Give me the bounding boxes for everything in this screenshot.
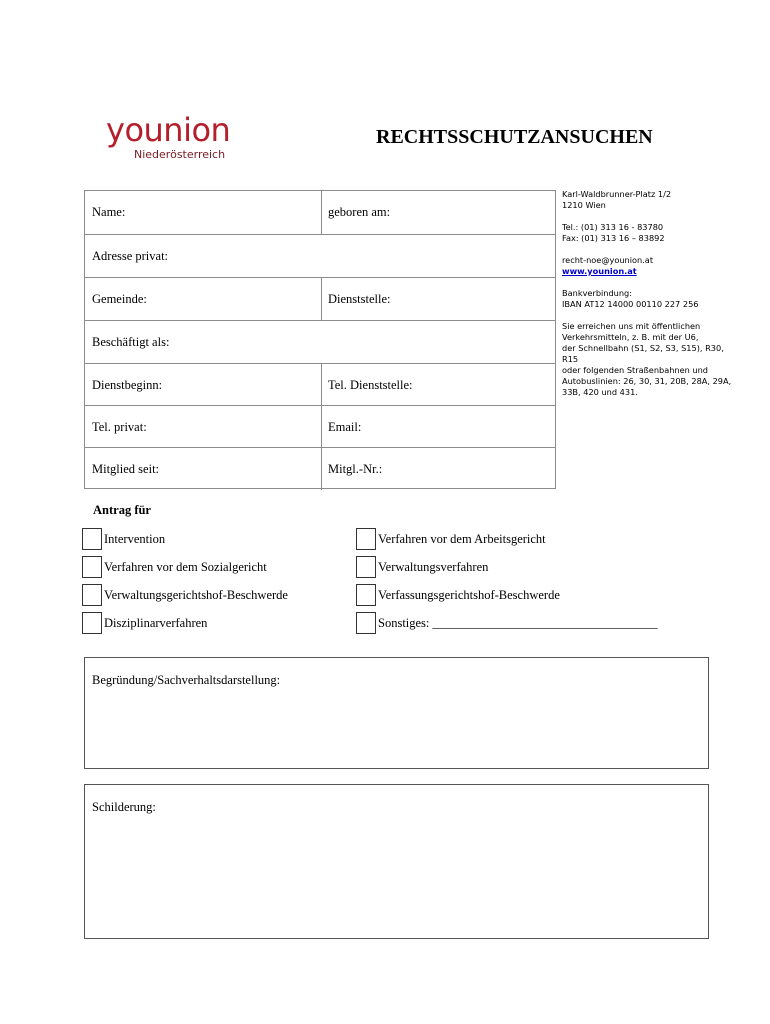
- option-disciplinary[interactable]: [82, 611, 207, 635]
- option-social-court[interactable]: [82, 555, 267, 579]
- option-labour-court[interactable]: [356, 527, 546, 551]
- option-label: Verwaltungsverfahren: [378, 559, 489, 574]
- transport-info-7: 33B, 420 und 431.: [562, 387, 638, 397]
- transport-info-1: Sie erreichen uns mit öffentlichen: [562, 321, 701, 331]
- row-address: [85, 234, 555, 277]
- row-membership: [85, 447, 555, 490]
- transport-info-5: oder folgenden Straßenbahnen und: [562, 365, 708, 375]
- row-name: [85, 191, 555, 234]
- birthdate-field[interactable]: geboren am:: [328, 205, 391, 219]
- address-line-1: Karl-Waldbrunner-Platz 1/2: [562, 189, 672, 199]
- private-phone-field[interactable]: Tel. privat:: [92, 419, 147, 434]
- transport-info-4: R15: [562, 354, 579, 364]
- checkbox[interactable]: [356, 528, 376, 550]
- contact-sidebar: [562, 189, 752, 398]
- option-constitutional-court-complaint[interactable]: [356, 583, 560, 607]
- office-field[interactable]: Dienststelle:: [328, 291, 391, 306]
- iban: IBAN AT12 14000 00110 227 256: [562, 299, 699, 309]
- address-line-2: 1210 Wien: [562, 200, 606, 210]
- option-label: Verfahren vor dem Sozialgericht: [104, 559, 267, 574]
- transport-info-3: der Schnellbahn (S1, S2, S3, S15), R30,: [562, 343, 724, 353]
- description-box[interactable]: [84, 784, 709, 939]
- transport-info-6: Autobuslinien: 26, 30, 31, 20B, 28A, 29A,: [562, 376, 732, 386]
- personal-data-table: [84, 190, 556, 489]
- phone-number: Tel.: (01) 313 16 - 83780: [562, 222, 664, 232]
- website-link[interactable]: www.younion.at: [562, 266, 637, 276]
- option-label: Verfassungsgerichtshof-Beschwerde: [378, 587, 560, 602]
- fax-number: Fax: (01) 313 16 – 83892: [562, 233, 665, 243]
- younion-logo: [106, 112, 246, 168]
- contact-email[interactable]: recht-noe@younion.at: [562, 255, 654, 265]
- checkbox[interactable]: [82, 584, 102, 606]
- bank-label: Bankverbindung:: [562, 288, 633, 298]
- option-administrative-procedure[interactable]: [356, 555, 488, 579]
- request-section-title: Antrag für: [93, 503, 151, 517]
- option-label: Intervention: [104, 531, 166, 546]
- email-field[interactable]: Email:: [328, 419, 362, 434]
- employed-as-field[interactable]: Beschäftigt als:: [92, 334, 170, 349]
- municipality-field[interactable]: Gemeinde:: [92, 291, 147, 306]
- option-label: Disziplinarverfahren: [104, 615, 208, 630]
- checkbox[interactable]: [356, 556, 376, 578]
- option-other[interactable]: [356, 611, 658, 635]
- option-intervention[interactable]: [82, 527, 165, 551]
- option-label: Sonstiges: ____________________________________: [378, 615, 658, 630]
- service-start-field[interactable]: Dienstbeginn:: [92, 377, 163, 392]
- checkbox[interactable]: [356, 612, 376, 634]
- name-field[interactable]: Name:: [92, 205, 126, 219]
- office-phone-field[interactable]: Tel. Dienststelle:: [328, 377, 413, 392]
- row-start: [85, 363, 555, 406]
- member-since-field[interactable]: Mitglied seit:: [92, 461, 160, 476]
- option-admin-court-complaint[interactable]: [82, 583, 288, 607]
- checkbox[interactable]: [82, 556, 102, 578]
- page-title: RECHTSSCHUTZANSUCHEN: [376, 126, 653, 148]
- address-field[interactable]: Adresse privat:: [92, 248, 169, 263]
- row-employed-as: [85, 320, 555, 363]
- member-number-field[interactable]: Mitgl.-Nr.:: [328, 461, 383, 476]
- justification-box[interactable]: [84, 657, 709, 769]
- logo-wordmark: younion: [106, 111, 231, 149]
- logo-subtitle: Niederösterreich: [134, 148, 226, 161]
- option-label: Verfahren vor dem Arbeitsgericht: [378, 531, 546, 546]
- option-label: Verwaltungsgerichtshof-Beschwerde: [104, 587, 288, 602]
- transport-info-2: Verkehrsmitteln, z. B. mit der U6,: [562, 332, 699, 342]
- justification-label: Begründung/Sachverhaltsdarstellung:: [92, 673, 281, 687]
- row-phone: [85, 405, 555, 448]
- description-label: Schilderung:: [92, 800, 156, 814]
- checkbox[interactable]: [356, 584, 376, 606]
- row-municipality: [85, 277, 555, 320]
- checkbox[interactable]: [82, 528, 102, 550]
- checkbox[interactable]: [82, 612, 102, 634]
